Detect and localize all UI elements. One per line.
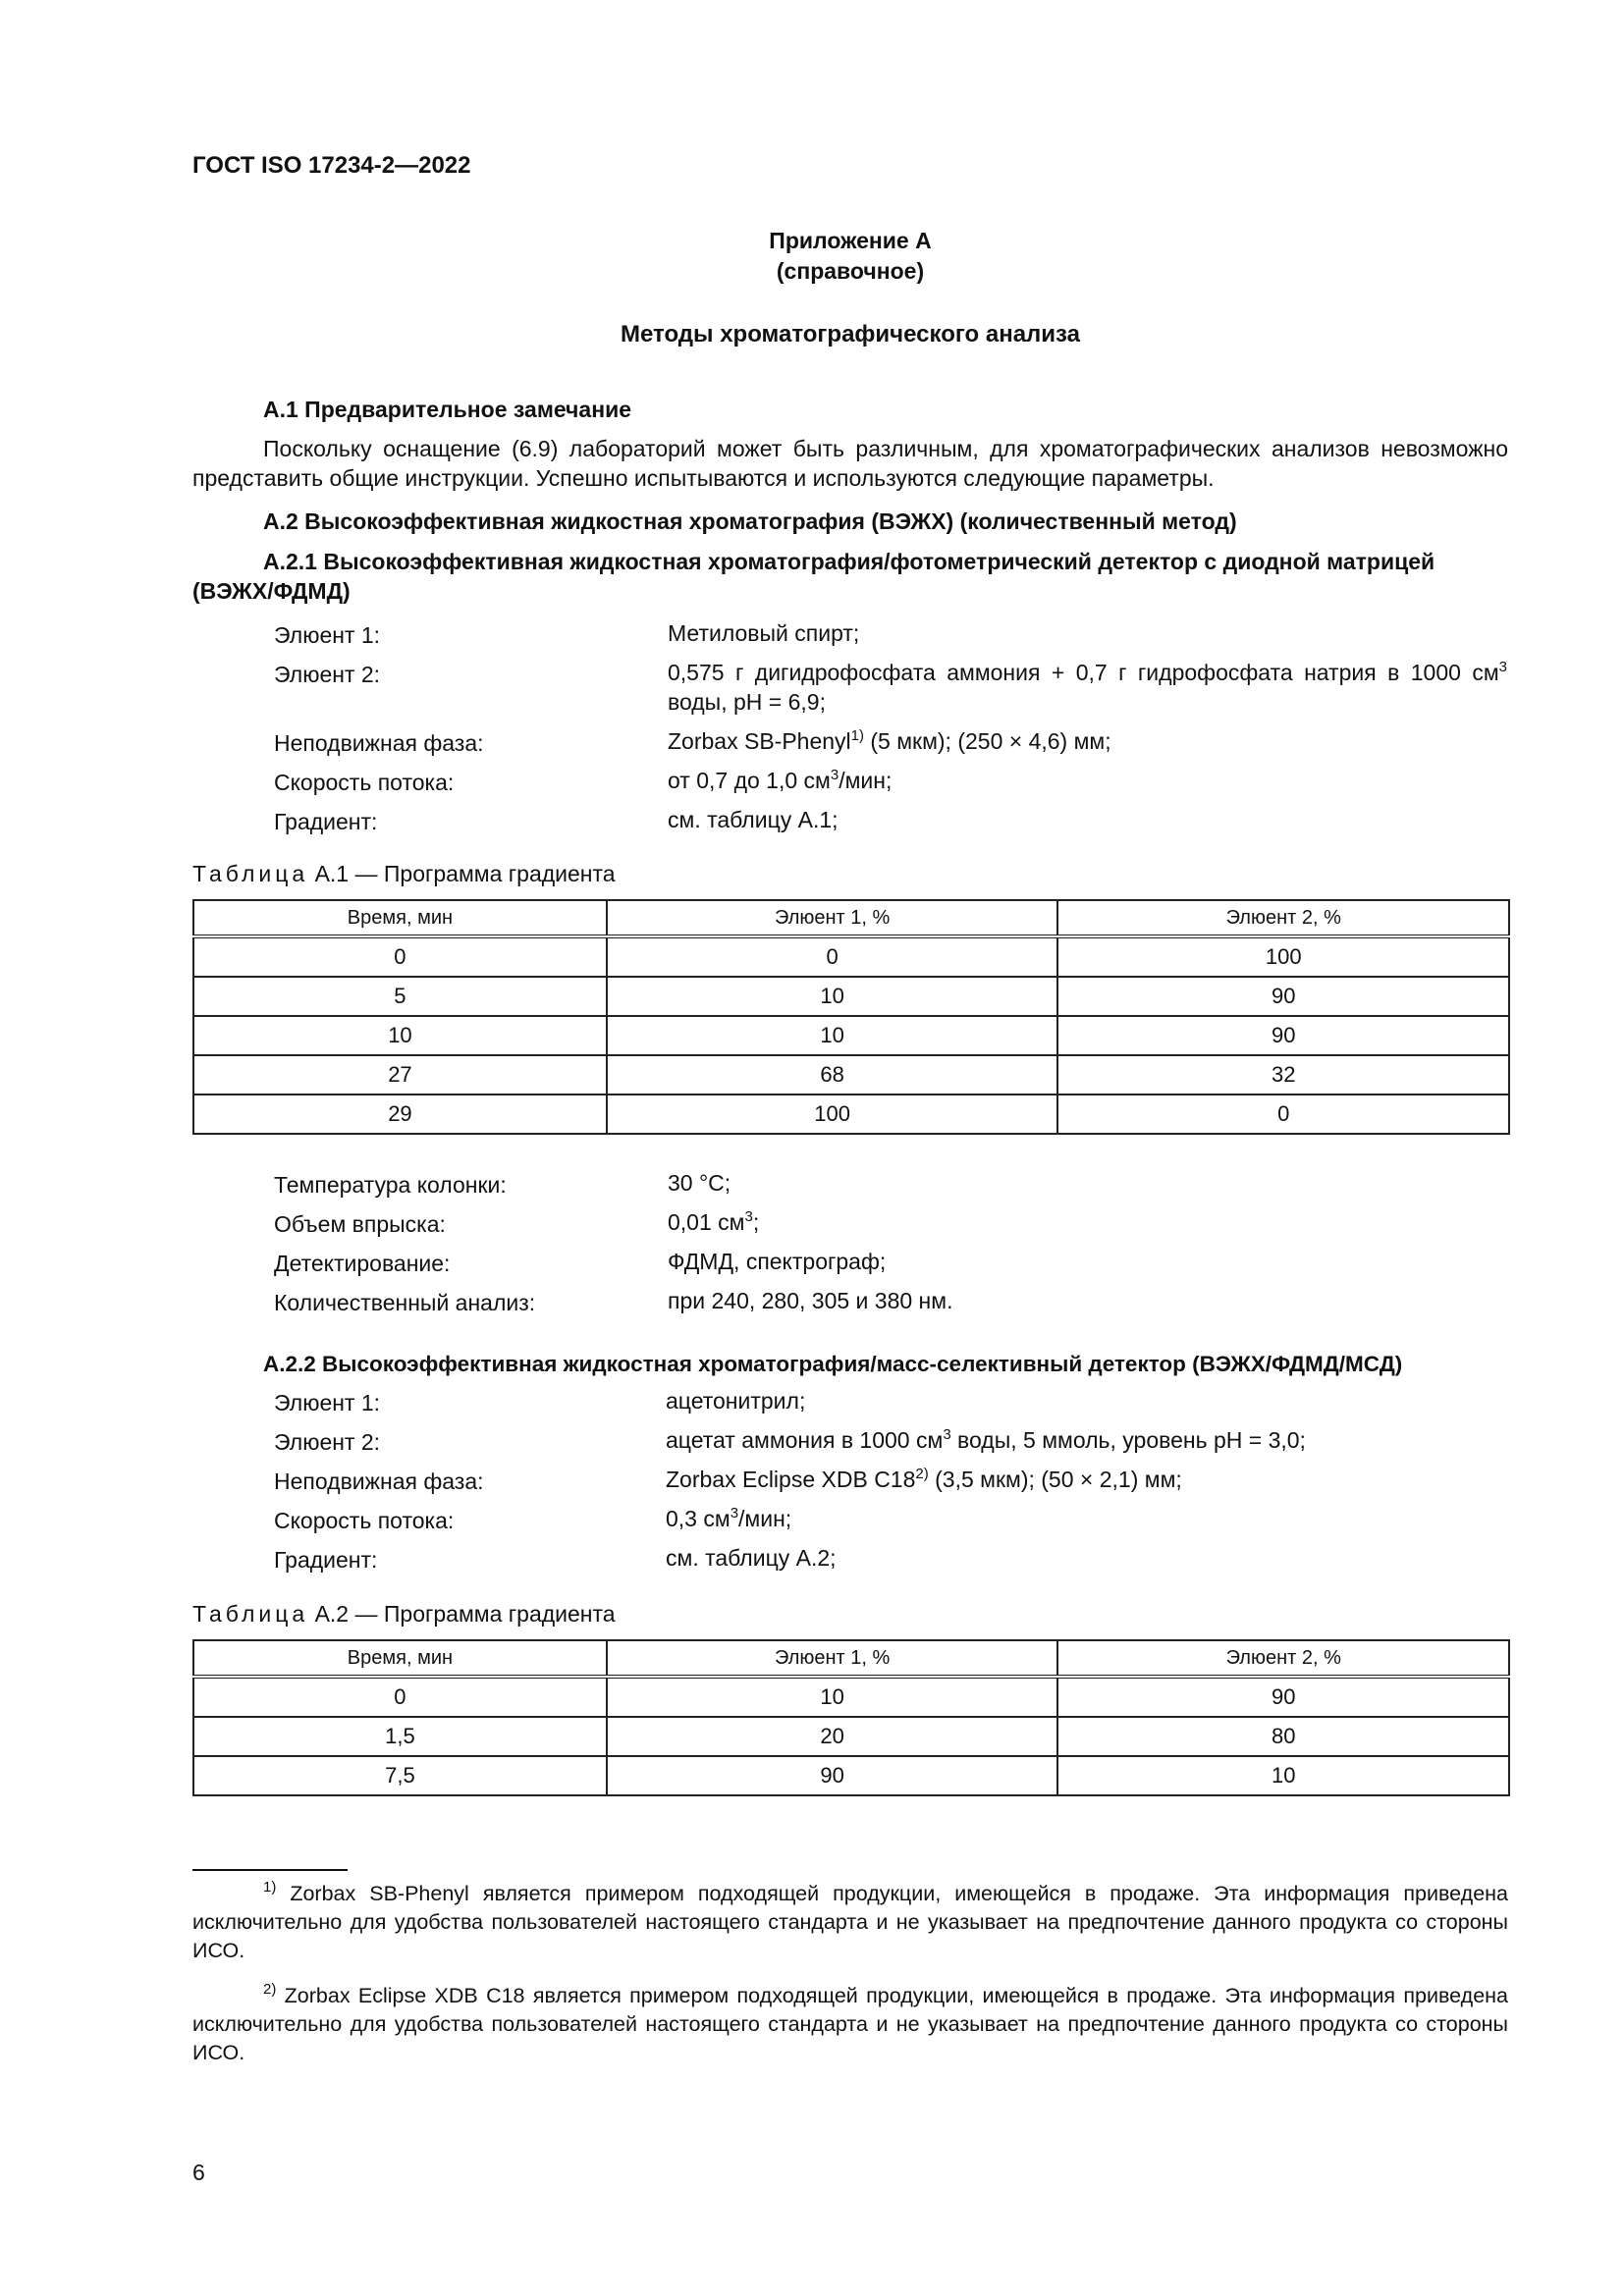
a21-flow-label: Скорость потока: xyxy=(274,770,455,795)
a22-eluent2-value: ацетат аммония в 1000 $см^3$ воды, 5 ммоль, уровень pH = 3,0; xyxy=(666,1426,1306,1453)
a21-volume-value: 0,01 $см^3$; xyxy=(668,1208,760,1235)
table-cell: 0 xyxy=(607,936,1058,977)
a21-volume-label: Объем впрыска: xyxy=(274,1211,446,1237)
section-a21-heading: А.2.1 Высокоэффективная жидкостная хроматография/фотометрический детектор с диодной матрицей (ВЭЖХ/ФДМД) xyxy=(192,549,1435,604)
a21-quant-value: при 240, 280, 305 и 380 нм. xyxy=(668,1288,953,1313)
section-a1-heading: А.1 Предварительное замечание xyxy=(263,397,632,422)
table-cell: 29 xyxy=(193,1095,607,1134)
a21-temp-label: Температура колонки: xyxy=(274,1172,507,1198)
table-cell: 90 xyxy=(1057,977,1509,1016)
table-cell: 68 xyxy=(607,1055,1058,1095)
table-cell: 20 xyxy=(607,1717,1058,1756)
table-header-cell: Элюент 2, % xyxy=(1057,900,1509,936)
table-header-cell: Время, мин xyxy=(193,900,607,936)
table-cell: 90 xyxy=(607,1756,1058,1795)
a22-phase-label: Неподвижная фаза: xyxy=(274,1468,484,1494)
a22-gradient-label: Градиент: xyxy=(274,1547,378,1573)
footnote-2: $^{2)}$ Zorbax Eclipse XDB C18 является примером подходящей продукции, имеющейся в продаже. Эта информация приведена исключительно для удобства пользователей настоящего стандарта и не указывает на предпочтение данного продукта со стороны ИСО. xyxy=(192,1981,1508,2064)
table-cell: 10 xyxy=(607,1677,1058,1717)
section-a2-heading: А.2 Высокоэффективная жидкостная хроматография (ВЭЖХ) (количественный метод) xyxy=(263,508,1237,534)
table-header-cell: Элюент 1, % xyxy=(607,900,1058,936)
footnote-ref-2: 2) xyxy=(915,1466,929,1482)
a21-eluent1-value: Метиловый спирт; xyxy=(668,620,860,646)
a21-gradient-label: Градиент: xyxy=(274,809,378,834)
table-cell: 10 xyxy=(193,1016,607,1055)
a21-eluent2-label: Элюент 2: xyxy=(274,662,381,687)
table-cell: 0 xyxy=(193,1677,607,1717)
table-header-cell: Элюент 1, % xyxy=(607,1640,1058,1677)
a21-phase-label: Неподвижная фаза: xyxy=(274,730,484,756)
a21-temp-value: 30 °С; xyxy=(668,1170,731,1196)
a21-flow-value: от 0,7 до 1,0 $см^3$/мин; xyxy=(668,767,893,793)
table-header-cell: Время, мин xyxy=(193,1640,607,1677)
table-row xyxy=(193,936,1509,977)
footnote-1: $^{1)}$ Zorbax SB-Phenyl является примером подходящей продукции, имеющейся в продаже. Эта информация приведена исключительно для удобства пользователей настоящего стандарта и не указывает на предпочтение данного продукта со стороны ИСО. xyxy=(192,1879,1508,1962)
document-code: ГОСТ ISO 17234-2—2022 xyxy=(192,152,471,179)
table-row xyxy=(193,1055,1509,1095)
a22-gradient-value: см. таблицу А.2; xyxy=(666,1545,837,1571)
table-cell: 32 xyxy=(1057,1055,1509,1095)
table-a1 xyxy=(192,899,1510,1135)
table-cell: 27 xyxy=(193,1055,607,1095)
table-cell: 7,5 xyxy=(193,1756,607,1795)
table-header-cell: Элюент 2, % xyxy=(1057,1640,1509,1677)
a21-gradient-value: см. таблицу А.1; xyxy=(668,807,839,832)
table-row xyxy=(193,1756,1509,1795)
annex-title: Приложение А xyxy=(769,228,932,253)
table-cell: 10 xyxy=(1057,1756,1509,1795)
table-row xyxy=(193,1095,1509,1134)
a22-flow-value: 0,3 $см^3$/мин; xyxy=(666,1505,792,1531)
table-row xyxy=(193,1717,1509,1756)
table-cell: 10 xyxy=(607,977,1058,1016)
a22-phase-value: Zorbax Eclipse XDB C18$^{2)}$ (3,5 мкм); (50 × 2,1) мм; xyxy=(666,1466,1182,1492)
a21-detect-value: ФДМД, спектрограф; xyxy=(668,1249,887,1274)
annex-heading: Методы хроматографического анализа xyxy=(620,321,1081,347)
a21-eluent1-label: Элюент 1: xyxy=(274,622,381,648)
table-a2 xyxy=(192,1639,1510,1796)
table-cell: 0 xyxy=(1057,1095,1509,1134)
table-a2-caption: Таблица А.2 — Программа градиента xyxy=(192,1601,616,1627)
a22-flow-label: Скорость потока: xyxy=(274,1508,455,1533)
table-cell: 80 xyxy=(1057,1717,1509,1756)
table-cell: 5 xyxy=(193,977,607,1016)
table-cell: 90 xyxy=(1057,1016,1509,1055)
a22-eluent1-label: Элюент 1: xyxy=(274,1390,381,1415)
section-a22-heading: А.2.2 Высокоэффективная жидкостная хроматография/масс-селективный детектор (ВЭЖХ/ФДМД/МСД) xyxy=(263,1352,1403,1376)
table-cell: 90 xyxy=(1057,1677,1509,1717)
table-header-row xyxy=(193,900,1509,936)
table-cell: 100 xyxy=(607,1095,1058,1134)
a22-eluent1-value: ацетонитрил; xyxy=(666,1388,806,1414)
a21-quant-label: Количественный анализ: xyxy=(274,1290,536,1315)
a21-detect-label: Детектирование: xyxy=(274,1251,451,1276)
a22-eluent2-label: Элюент 2: xyxy=(274,1429,381,1455)
page-number: 6 xyxy=(192,2160,205,2185)
a21-phase-value: Zorbax SB-Phenyl$^{1)}$ (5 мкм); (250 × 4,6) мм; xyxy=(668,727,1111,754)
table-row xyxy=(193,1677,1509,1717)
table-header-row xyxy=(193,1640,1509,1677)
footnote-separator xyxy=(192,1869,348,1871)
footnote-ref-1: 1) xyxy=(850,727,864,744)
table-cell: 0 xyxy=(193,936,607,977)
table-cell: 100 xyxy=(1057,936,1509,977)
annex-status: (справочное) xyxy=(776,258,925,284)
a21-eluent2-value: 0,575 г дигидрофосфата аммония + 0,7 г гидрофосфата натрия в 1000 $см^3$ воды, pH = 6,9; xyxy=(668,659,1507,715)
table-cell: 10 xyxy=(607,1016,1058,1055)
table-row xyxy=(193,977,1509,1016)
table-row xyxy=(193,1016,1509,1055)
table-cell: 1,5 xyxy=(193,1717,607,1756)
section-a1-text: Поскольку оснащение (6.9) лабораторий может быть различным, для хроматографических анализов невозможно представить общие инструкции. Успешно испытываются и используются следующие параметры. xyxy=(192,436,1508,491)
table-a1-caption: Таблица А.1 — Программа градиента xyxy=(192,861,616,886)
